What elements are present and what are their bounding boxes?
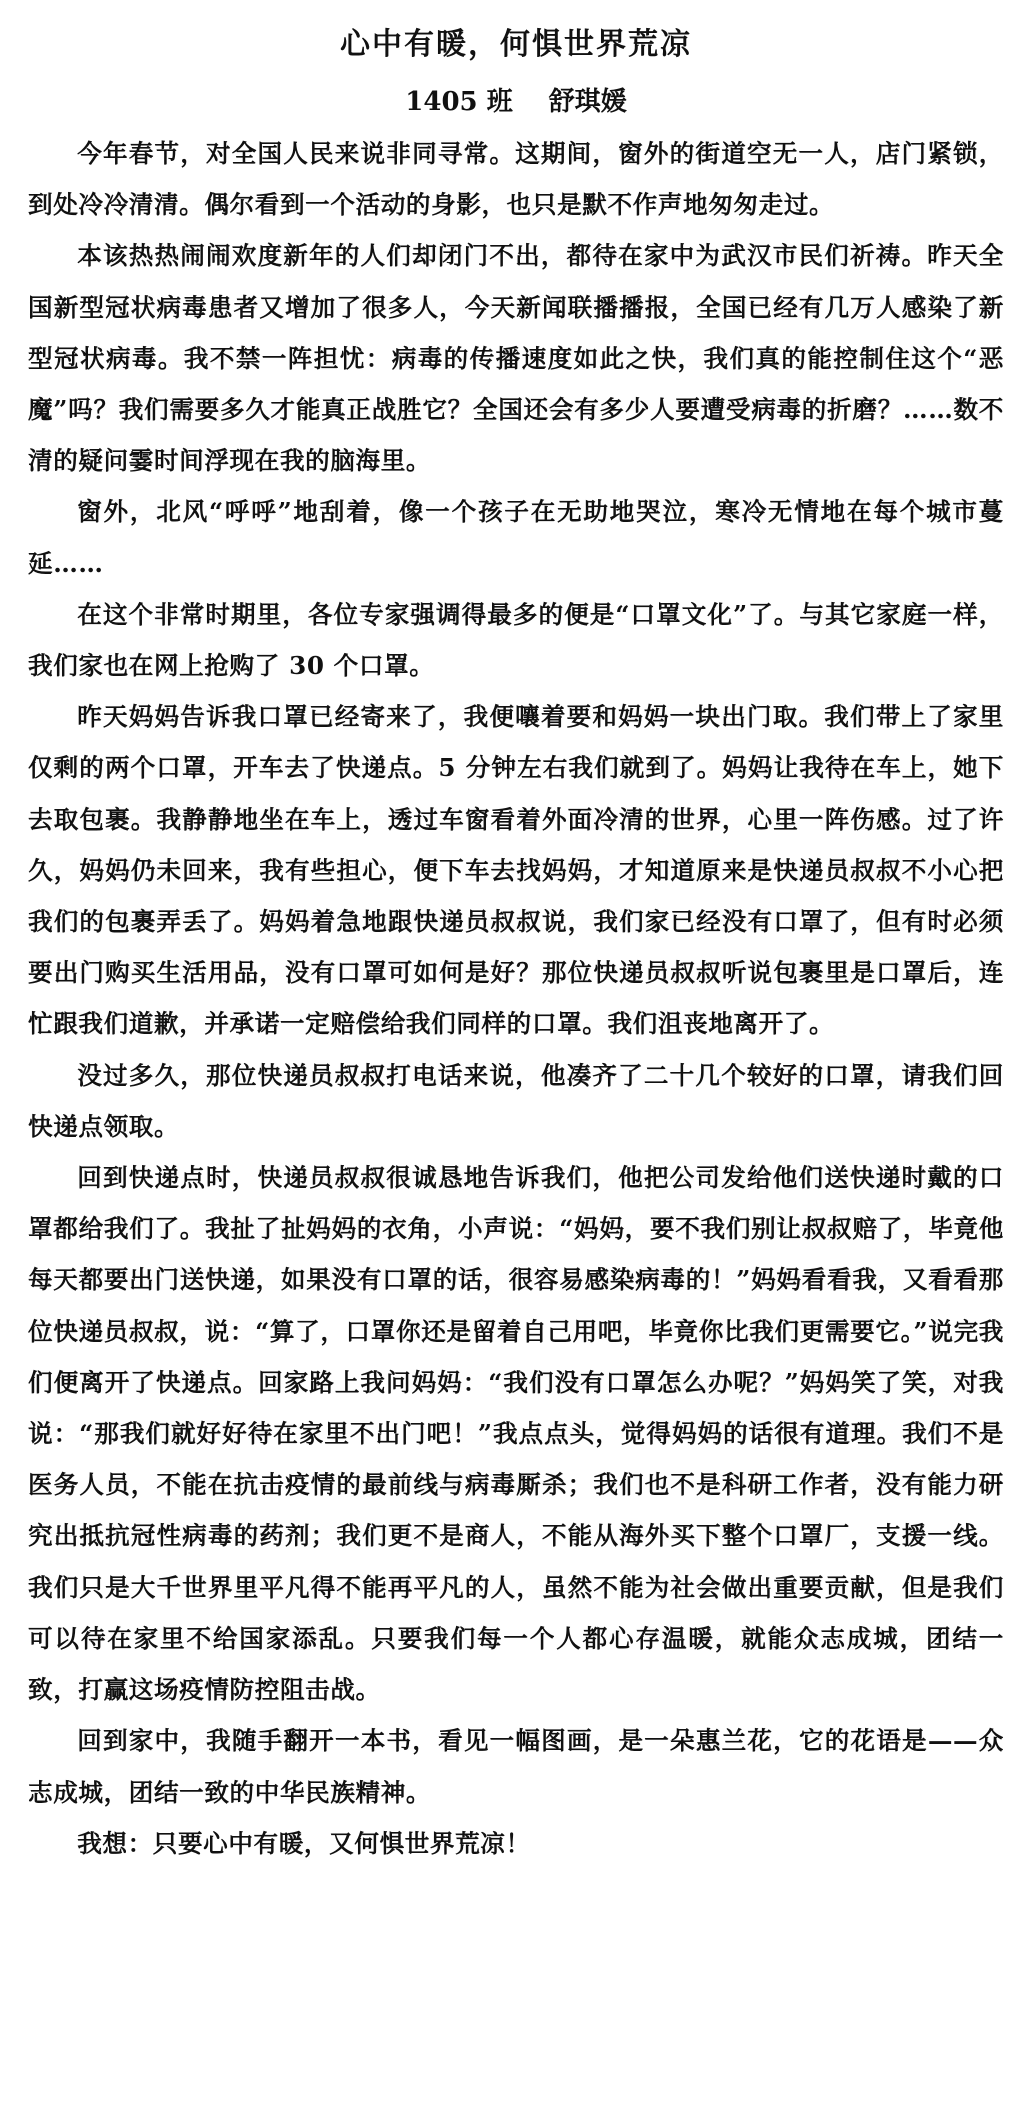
paragraph: 窗外，北风“呼呼”地刮着，像一个孩子在无助地哭泣，寒冷无情地在每个城市蔓延…… — [28, 497, 1004, 578]
paragraph: 回到家中，我随手翻开一本书，看见一幅图画，是一朵惠兰花，它的花语是——众志成城，团结一致的中华民族精神。 — [28, 1726, 1004, 1807]
paragraph: 没过多久，那位快递员叔叔打电话来说，他凑齐了二十几个较好的口罩，请我们回快递点领取。 — [28, 1060, 1004, 1141]
class-label: 1405 班 — [405, 87, 513, 117]
paragraph: 在这个非常时期里，各位专家强调得最多的便是“口罩文化”了。与其它家庭一样，我们家也在网上抢购了 30 个口罩。 — [28, 599, 1004, 681]
paragraph: 本该热热闹闹欢度新年的人们却闭门不出，都待在家中为武汉市民们祈祷。昨天全国新型冠状病毒患者又增加了很多人，今天新闻联播播报，全国已经有几万人感染了新型冠状病毒。我不禁一阵担忧：病毒的传播速度如此之快，我们真的能控制住这个“恶魔”吗？我们需要多久才能真正战胜它？全国还会有多少人要遭受病毒的折磨？……数不清的疑问霎时间浮现在我的脑海里。 — [28, 241, 1004, 476]
paragraph: 今年春节，对全国人民来说非同寻常。这期间，窗外的街道空无一人，店门紧锁，到处冷冷清清。偶尔看到一个活动的身影，也只是默不作声地匆匆走过。 — [28, 139, 1004, 220]
paragraph: 昨天妈妈告诉我口罩已经寄来了，我便嚷着要和妈妈一块出门取。我们带上了家里仅剩的两个口罩，开车去了快递点。5 分钟左右我们就到了。妈妈让我待在车上，她下去取包裹。我静静地坐在车上，透过车窗看着外面冷清的世界，心里一阵伤感。过了许久，妈妈仍未回来，我有些担心，便下车去找妈妈，才知道原来是快递员叔叔不小心把我们的包裹弄丢了。妈妈着急地跟快递员叔叔说，我们家已经没有口罩了，但有时必须要出门购买生活用品，没有口罩可如何是好？那位快递员叔叔听说包裹里是口罩后，连忙跟我们道歉，并承诺一定赔偿给我们同样的口罩。我们沮丧地离开了。 — [28, 702, 1004, 1039]
essay-title: 心中有暖，何惧世界荒凉 — [340, 27, 692, 62]
paragraph: 我想：只要心中有暖，又何惧世界荒凉！ — [77, 1828, 531, 1858]
byline — [28, 82, 1004, 122]
paragraph: 回到快递点时，快递员叔叔很诚恳地告诉我们，他把公司发给他们送快递时戴的口罩都给我们了。我扯了扯妈妈的衣角，小声说：“妈妈，要不我们别让叔叔赔了，毕竟他每天都要出门送快递，如果没有口罩的话，很容易感染病毒的！”妈妈看看我，又看看那位快递员叔叔，说：“算了，口罩你还是留着自己用吧，毕竟你比我们更需要它。”说完我们便离开了快递点。回家路上我问妈妈：“我们没有口罩怎么办呢？”妈妈笑了笑，对我说：“那我们就好好待在家里不出门吧！”我点点头，觉得妈妈的话很有道理。我们不是医务人员，不能在抗击疫情的最前线与病毒厮杀；我们也不是科研工作者，没有能力研究出抵抗冠性病毒的药剂；我们更不是商人，不能从海外买下整个口罩厂，支援一线。我们只是大千世界里平凡得不能再平凡的人，虽然不能为社会做出重要贡献，但是我们可以待在家里不给国家添乱。只要我们每一个人都心存温暖，就能众志成城，团结一致，打赢这场疫情防控阻击战。 — [28, 1163, 1004, 1705]
essay-body — [28, 128, 1004, 1869]
author-name: 舒琪媛 — [548, 87, 627, 117]
